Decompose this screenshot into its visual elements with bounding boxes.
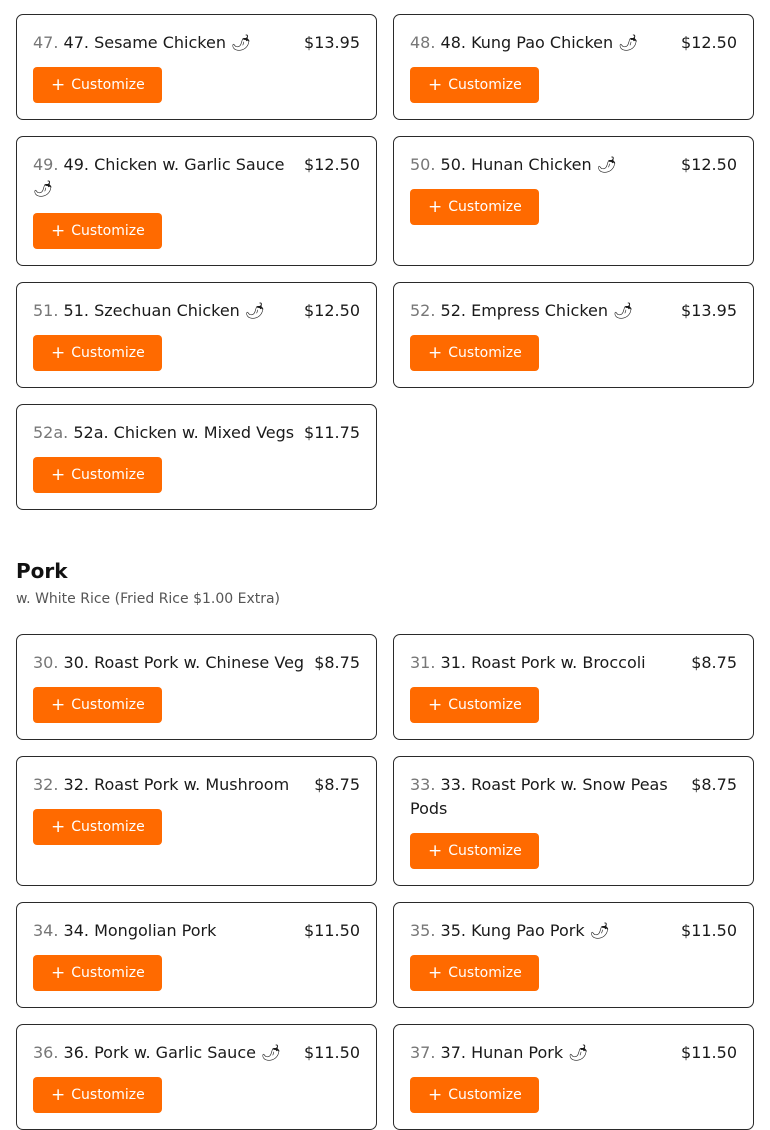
menu-item-title <box>410 153 681 177</box>
menu-item-price: $11.50 <box>681 921 737 940</box>
menu-item-price: $12.50 <box>304 155 360 174</box>
plus-icon: + <box>51 694 66 715</box>
menu-item-name: 50. Hunan Chicken 🌶 <box>440 155 618 174</box>
customize-button[interactable] <box>410 1077 539 1113</box>
section-title: Pork <box>16 559 68 583</box>
customize-button[interactable] <box>410 687 539 723</box>
menu-item-number: 36. <box>33 1043 59 1062</box>
menu-item-number: 31. <box>410 653 436 672</box>
menu-item-card <box>16 136 377 266</box>
menu-item-number: 52a. <box>33 423 69 442</box>
menu-item-number: 47. <box>33 33 59 52</box>
menu-item-price: $11.50 <box>681 1043 737 1062</box>
customize-button[interactable] <box>410 335 539 371</box>
menu-item-price: $12.50 <box>304 301 360 320</box>
menu-item-name: 30. Roast Pork w. Chinese Veg <box>63 653 305 672</box>
menu-item-price: $11.50 <box>304 1043 360 1062</box>
menu-item-number: 49. <box>33 155 59 174</box>
customize-label: Customize <box>71 819 145 835</box>
customize-label: Customize <box>448 965 522 981</box>
menu-item-title <box>33 299 304 323</box>
customize-button[interactable] <box>410 955 539 991</box>
customize-button[interactable] <box>33 1077 162 1113</box>
customize-button[interactable] <box>33 687 162 723</box>
menu-item-name: 35. Kung Pao Pork 🌶 <box>440 921 611 940</box>
menu-item-price: $11.75 <box>304 423 360 442</box>
menu-item-price: $8.75 <box>691 775 737 794</box>
menu-item-price: $13.95 <box>681 301 737 320</box>
menu-item-card <box>16 282 377 388</box>
menu-item-card <box>393 756 754 886</box>
menu-item-price: $8.75 <box>314 653 360 672</box>
menu-item-price: $8.75 <box>314 775 360 794</box>
menu-item-name: 47. Sesame Chicken 🌶 <box>63 33 252 52</box>
menu-item-number: 52. <box>410 301 436 320</box>
customize-button[interactable] <box>33 955 162 991</box>
menu-item-title <box>33 31 304 55</box>
plus-icon: + <box>428 840 443 861</box>
chicken-menu-grid <box>16 14 754 510</box>
customize-button[interactable] <box>410 833 539 869</box>
menu-item-title <box>410 299 681 323</box>
customize-button[interactable] <box>33 213 162 249</box>
customize-label: Customize <box>71 697 145 713</box>
menu-item-name: 34. Mongolian Pork <box>63 921 217 940</box>
plus-icon: + <box>428 74 443 95</box>
menu-item-title <box>33 1041 304 1065</box>
menu-item-name: 52a. Chicken w. Mixed Vegs <box>73 423 295 442</box>
menu-item-number: 34. <box>33 921 59 940</box>
menu-item-title <box>33 421 304 445</box>
plus-icon: + <box>51 1084 66 1105</box>
customize-button[interactable] <box>410 189 539 225</box>
menu-item-number: 33. <box>410 775 436 794</box>
menu-item-title <box>33 919 304 943</box>
menu-item-name: 48. Kung Pao Chicken 🌶 <box>440 33 639 52</box>
menu-item-card <box>16 14 377 120</box>
pork-menu-grid <box>16 634 754 1130</box>
menu-item-price: $13.95 <box>304 33 360 52</box>
menu-item-title <box>410 1041 681 1065</box>
menu-item-name: 31. Roast Pork w. Broccoli <box>440 653 646 672</box>
menu-item-number: 30. <box>33 653 59 672</box>
menu-item-name: 33. Roast Pork w. Snow Peas Pods <box>410 775 668 818</box>
menu-item-title <box>410 651 691 675</box>
customize-button[interactable] <box>33 457 162 493</box>
menu-item-card <box>16 1024 377 1130</box>
menu-item-title <box>410 919 681 943</box>
customize-label: Customize <box>71 345 145 361</box>
plus-icon: + <box>51 464 66 485</box>
plus-icon: + <box>428 694 443 715</box>
menu-item-number: 50. <box>410 155 436 174</box>
menu-item-number: 51. <box>33 301 59 320</box>
customize-label: Customize <box>71 1087 145 1103</box>
plus-icon: + <box>51 220 66 241</box>
menu-item-price: $8.75 <box>691 653 737 672</box>
menu-item-card <box>16 634 377 740</box>
menu-item-name: 37. Hunan Pork 🌶 <box>440 1043 589 1062</box>
menu-item-name: 49. Chicken w. Garlic Sauce 🌶 <box>33 155 285 198</box>
plus-icon: + <box>51 342 66 363</box>
menu-item-card <box>16 902 377 1008</box>
plus-icon: + <box>428 342 443 363</box>
menu-item-number: 48. <box>410 33 436 52</box>
menu-item-name: 51. Szechuan Chicken 🌶 <box>63 301 266 320</box>
menu-item-title <box>410 31 681 55</box>
customize-label: Customize <box>448 1087 522 1103</box>
menu-item-number: 37. <box>410 1043 436 1062</box>
menu-item-price: $12.50 <box>681 33 737 52</box>
menu-item-card <box>393 282 754 388</box>
customize-label: Customize <box>71 223 145 239</box>
menu-item-card <box>393 902 754 1008</box>
plus-icon: + <box>51 962 66 983</box>
customize-button[interactable] <box>33 335 162 371</box>
customize-button[interactable] <box>33 809 162 845</box>
plus-icon: + <box>51 816 66 837</box>
menu-item-card <box>16 756 377 886</box>
customize-button[interactable] <box>33 67 162 103</box>
customize-label: Customize <box>71 965 145 981</box>
menu-item-title <box>410 773 691 821</box>
menu-item-title <box>33 773 314 797</box>
menu-item-price: $12.50 <box>681 155 737 174</box>
menu-item-card <box>393 136 754 266</box>
menu-item-name: 36. Pork w. Garlic Sauce 🌶 <box>63 1043 282 1062</box>
menu-item-name: 32. Roast Pork w. Mushroom <box>63 775 290 794</box>
menu-item-card <box>393 1024 754 1130</box>
customize-label: Customize <box>448 697 522 713</box>
customize-label: Customize <box>71 467 145 483</box>
section-subtitle: w. White Rice (Fried Rice $1.00 Extra) <box>16 591 281 607</box>
customize-label: Customize <box>71 77 145 93</box>
menu-item-number: 35. <box>410 921 436 940</box>
customize-label: Customize <box>448 843 522 859</box>
menu-item-title <box>33 153 304 201</box>
menu-item-number: 32. <box>33 775 59 794</box>
customize-label: Customize <box>448 77 522 93</box>
menu-item-price: $11.50 <box>304 921 360 940</box>
customize-label: Customize <box>448 199 522 215</box>
customize-label: Customize <box>448 345 522 361</box>
plus-icon: + <box>428 962 443 983</box>
customize-button[interactable] <box>410 67 539 103</box>
plus-icon: + <box>51 74 66 95</box>
plus-icon: + <box>428 1084 443 1105</box>
menu-item-title <box>33 651 314 675</box>
menu-item-card <box>393 634 754 740</box>
plus-icon: + <box>428 196 443 217</box>
menu-item-name: 52. Empress Chicken 🌶 <box>440 301 634 320</box>
menu-item-card <box>393 14 754 120</box>
menu-item-card <box>16 404 377 510</box>
